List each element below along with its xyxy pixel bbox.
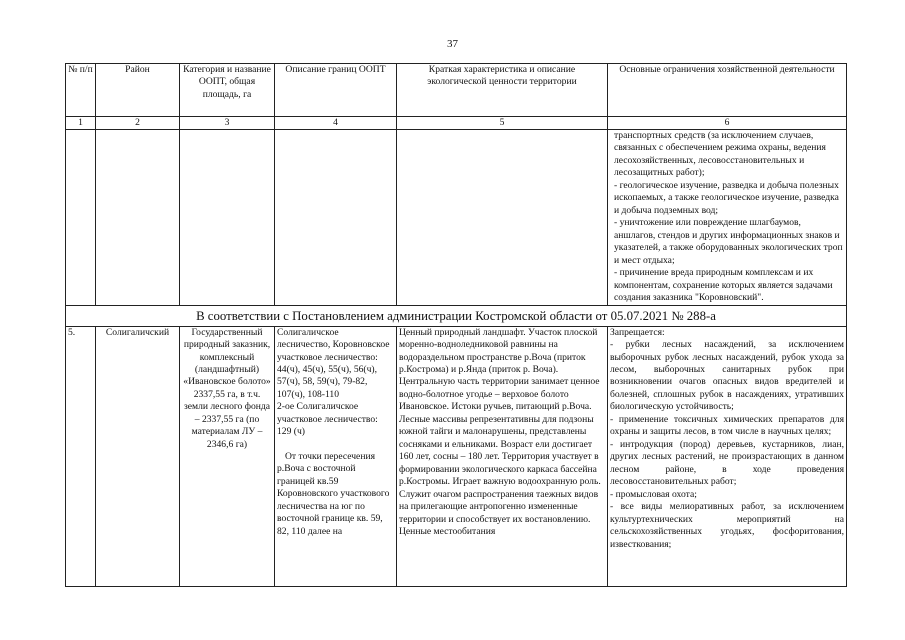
column-numbering-row [66, 117, 847, 130]
header-characteristics: Краткая характеристика и описание экологической ценности территории [397, 64, 608, 117]
characteristics-cell: Ценный природный ландшафт. Участок плоской моренно-водноледниковой равнины на водораздельном пространстве р.Воча (приток р.Кострома) и р.Янда (приток р. Воча). Центральную часть территории занимает ценное водно-болотное угодье – верховое болото Ивановское. Истоки ручьев, питающий р.Воча. Лесные массивы репрезентативны для подзоны южной тайги и малонарушены, представлены сосняками и ельниками. Возраст ели достигает 160 лет, сосны – 180 лет. Территория участвует в формировании экологического каркаса бассейна р.Костромы. Играет важную водоохранную роль. Служит очагом распространения таежных видов на прилегающие антропогенно измененные территории и способствует их востановлению. Ценные местообитания [397, 326, 608, 586]
column-number: 6 [608, 117, 847, 130]
borders-cell [275, 326, 397, 586]
decree-banner: В соответствии с Постановлением администрации Костромской области от 05.07.2021 № 288-а [66, 305, 847, 326]
restrictions-title: Запрещается: [610, 326, 665, 338]
column-number: 1 [66, 117, 96, 130]
restriction-item: - все виды мелиоративных работ, за исключением культуртехнических мероприятий на сельскохозяйственных угодьях, фосфоритования, известкования; [610, 501, 844, 550]
header-number: № п/п [66, 64, 96, 117]
empty-cell [96, 130, 180, 306]
restriction-item: - промысловая охота; [610, 488, 697, 500]
restriction-item: транспортных средств (за исключением случаев, связанных с обеспечением режима охраны, ведения лесохозяйственных, лесовосстановительных и лесозащитных работ); [614, 130, 826, 179]
column-number: 5 [397, 117, 608, 130]
page-number: 37 [447, 38, 458, 50]
restrictions-cell [608, 326, 847, 586]
protected-areas-table [65, 63, 847, 587]
column-number: 4 [275, 117, 397, 130]
header-borders: Описание границ ООПТ [275, 64, 397, 117]
restriction-item: - геологическое изучение, разведка и добыча полезных ископаемых, а также геологическое изучение, разведка и добыча подземных вод; [614, 179, 839, 216]
table-header-row [66, 64, 847, 117]
column-number: 2 [96, 117, 180, 130]
borders-text: От точки пересечения р.Воча с восточной границей кв.59 Коровновского участкового лесничества на юг по восточной границе кв. 59, 82, 110 далее на [277, 450, 390, 537]
empty-cell [66, 130, 96, 306]
restriction-item: - уничтожение или повреждение шлагбаумов, аншлагов, стендов и других информационных знаков и указателей, а также оборудованных экологических троп и мест отдыха; [614, 217, 843, 266]
restriction-item: - причинение вреда природным комплексам и их компонентам, сохранение которых является задачами создания заказника "Коровновский". [614, 267, 833, 304]
borders-text: 2-ое Солигаличское участковое лесничество: 129 (ч) [277, 401, 378, 438]
column-number: 3 [180, 117, 275, 130]
district-cell: Солигаличский [96, 326, 180, 586]
row-number: 5. [66, 326, 96, 586]
empty-cell [180, 130, 275, 306]
restriction-item: - применение токсичных химических препаратов для охраны и защиты лесов, в том числе в научных целях; [610, 413, 844, 438]
borders-text: Солигаличское лесничество, Коровновское участковое лесничество: 44(ч), 45(ч), 55(ч), 56(ч), 57(ч), 58, 59(ч), 79-82, 107(ч), 108-110 [277, 326, 390, 400]
table-row [66, 326, 847, 586]
restriction-item: - рубки лесных насаждений, за исключением выборочных рубок лесных насаждений, рубок ухода за лесом, выборочных санитарных рубок при возникновении очагов опасных видов вредителей и болезней, сплошных рубок в насаждениях, утративших биологическую устойчивость; [610, 339, 844, 413]
empty-cell [397, 130, 608, 306]
category-cell: Государственный природный заказник, комплексный (ландшафтный) «Ивановское болото» 2337,55 га, в т.ч. земли лесного фонда – 2337,55 га (по материалам ЛУ – 2346,6 га) [180, 326, 275, 586]
restriction-item: - интродукция (пород) деревьев, кустарников, лиан, других лесных растений, не произрастающих в данном лесном районе, в ходе проведения лесовосстановительных работ; [610, 438, 844, 488]
header-restrictions: Основные ограничения хозяйственной деятельности [608, 64, 847, 117]
continued-row [66, 130, 847, 306]
empty-cell [275, 130, 397, 306]
decree-banner-row [66, 305, 847, 326]
header-category: Категория и название ООПТ, общая площадь, га [180, 64, 275, 117]
continued-restrictions-cell [608, 130, 847, 306]
header-district: Район [96, 64, 180, 117]
